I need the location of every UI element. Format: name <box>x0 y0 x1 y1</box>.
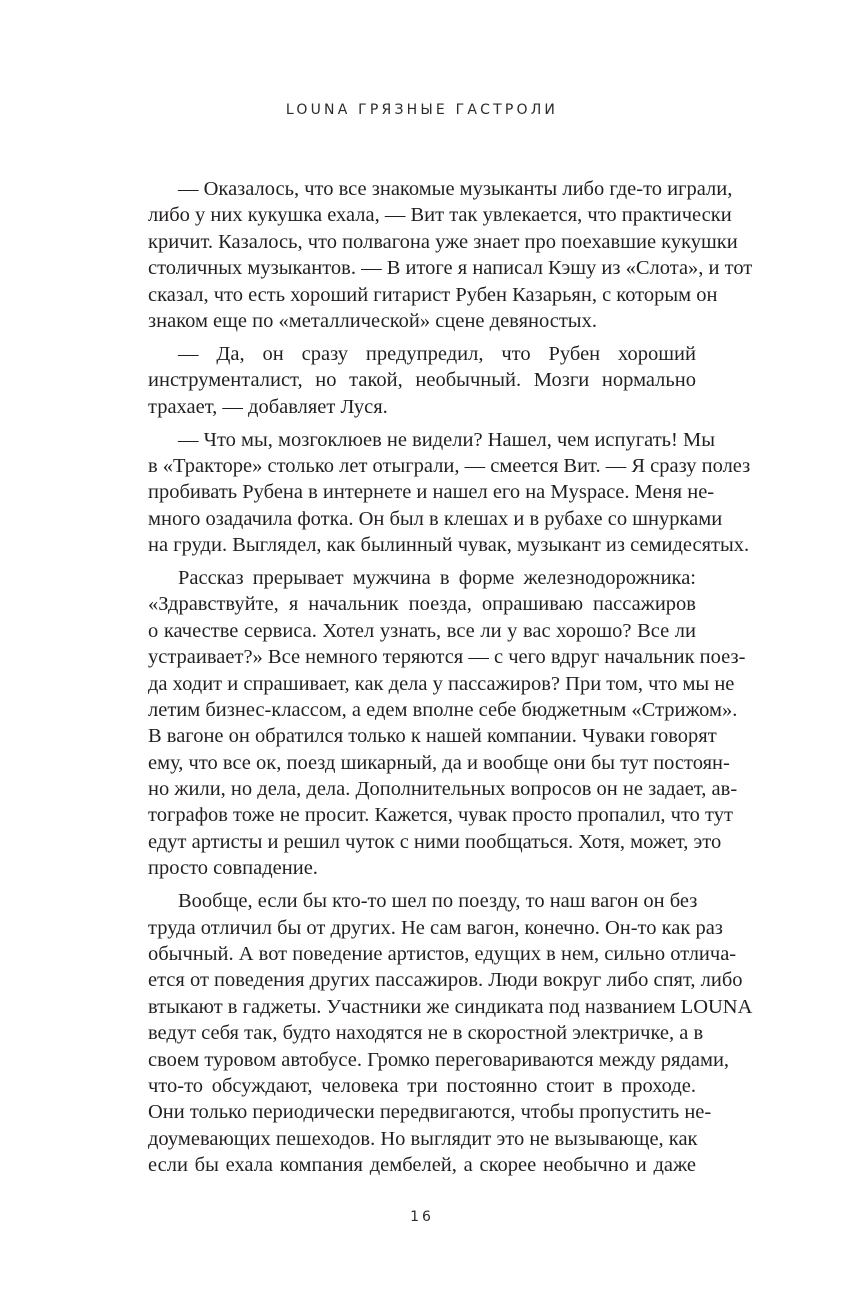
text-line: труда отличил бы от других. Не сам вагон, конечно. Он-то как раз <box>148 916 723 939</box>
text-line: «Здравствуйте, я начальник поезда, опрашиваю пассажиров <box>148 593 696 616</box>
text-line: устраивает?» Все немного теряются — с чего вдруг начальник поез- <box>148 646 746 669</box>
text-line: — Что мы, мозгоклюев не видели? Нашел, чем испугать! Мы <box>178 428 715 451</box>
text-line: Рассказ прерывает мужчина в форме железнодорожника: <box>178 566 696 589</box>
text-line: трахает, — добавляет Луся. <box>148 395 388 418</box>
paragraph <box>148 888 753 1178</box>
paragraph <box>148 565 746 882</box>
text-line: обычный. А вот поведение артистов, едущих в нем, сильно отлича- <box>148 942 737 965</box>
text-line: едут артисты и решил чуток с ними пообщаться. Хотя, может, это <box>148 830 722 853</box>
text-line: ведут себя так, будто находятся не в скоростной электричке, а в <box>148 1022 704 1045</box>
text-line: — Оказалось, что все знакомые музыканты либо где-то играли, <box>178 178 733 200</box>
text-line: тографов тоже не просит. Кажется, чувак просто пропалил, что тут <box>148 804 733 827</box>
page-number: 16 <box>410 1209 434 1225</box>
text-line: о качестве сервиса. Хотел узнать, все ли у вас хорошо? Все ли <box>148 619 696 642</box>
text-line: на груди. Выглядел, как былинный чувак, музыкант из семидесятых. <box>148 534 750 557</box>
text-line: своем туровом автобусе. Громко переговариваются между рядами, <box>148 1048 730 1071</box>
text-line: да ходит и спрашивает, как дела у пассажиров? При том, что мы не <box>148 672 735 695</box>
text-line: если бы ехала компания дембелей, а скорее необычно и даже <box>148 1154 696 1177</box>
text-line: Вообще, если бы кто-то шел по поезду, то наш вагон он без <box>178 890 698 913</box>
text-line: пробивать Рубена в интернете и нашел его на Myspace. Меня не- <box>148 481 715 504</box>
text-line: либо у них кукушка ехала, — Вит так увлекается, что практически <box>148 204 732 227</box>
text-line: столичных музыкантов. — В итоге я написал Кэшу из «Слота», и тот <box>148 257 753 280</box>
text-line: В вагоне он обратился только к нашей компании. Чуваки говорят <box>148 725 717 748</box>
text-line: но жили, но дела, дела. Дополнительных вопросов он не задает, ав- <box>148 778 738 801</box>
text-line: — Да, он сразу предупредил, что Рубен хороший <box>178 342 696 365</box>
running-head: LOUNA ГРЯЗНЫЕ ГАСТРОЛИ <box>285 102 559 118</box>
paragraph <box>148 427 751 559</box>
body-text <box>148 176 753 1185</box>
text-line: что-то обсуждают, человека три постоянно стоит в проходе. <box>148 1074 696 1097</box>
text-line: Они только периодически передвигаются, чтобы пропустить не- <box>148 1101 712 1124</box>
text-line: просто совпадение. <box>148 857 318 880</box>
paragraph <box>148 176 753 334</box>
text-line: втыкают в гаджеты. Участники же синдиката под названием LOUNA <box>148 995 753 1018</box>
text-line: сказал, что есть хороший гитарист Рубен Казарьян, с которым он <box>148 283 718 306</box>
text-line: в «Тракторе» столько лет отыграли, — смеется Вит. — Я сразу полез <box>148 454 751 477</box>
paragraph <box>148 341 696 420</box>
text-line: много озадачила фотка. Он был в клешах и в рубахе со шнурками <box>148 507 723 530</box>
text-line: доумевающих пешеходов. Но выглядит это не вызывающе, как <box>148 1127 698 1150</box>
text-line: кричит. Казалось, что полвагона уже знает про поехавшие кукушки <box>148 230 738 253</box>
text-line: знаком еще по «металлической» сцене девяностых. <box>148 309 597 332</box>
text-line: ему, что все ок, поезд шикарный, да и вообще они бы тут постоян- <box>148 751 730 774</box>
text-line: инструменталист, но такой, необычный. Мозги нормально <box>148 369 696 392</box>
text-line: ется от поведения других пассажиров. Люди вокруг либо спят, либо <box>148 969 743 992</box>
text-line: летим бизнес-классом, а едем вполне себе бюджетным «Стрижом». <box>148 698 738 721</box>
